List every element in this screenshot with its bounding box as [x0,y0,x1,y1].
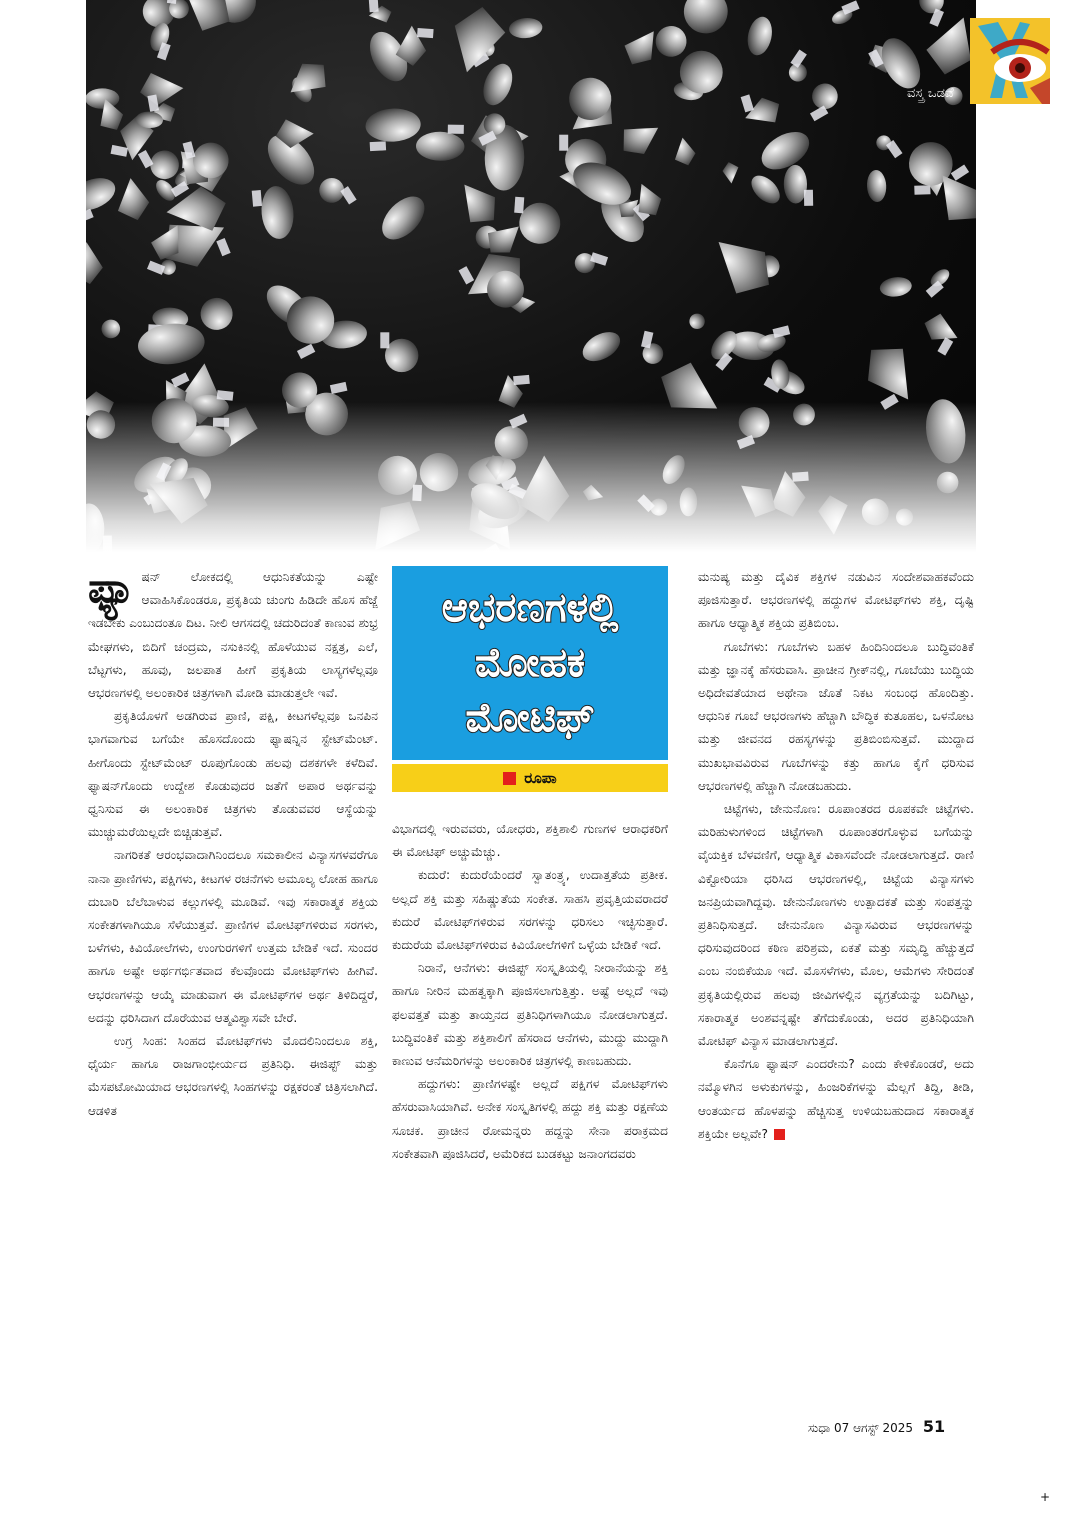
author-name: ರೂಪಾ [524,769,557,787]
paragraph-final: ಕೊನೆಗೂ ಫ್ಯಾಷನ್ ಎಂದರೇನು? ಎಂದು ಕೇಳಿಕೊಂಡರೆ, ಅದು ನಮ್ಮೊಳಗಿನ ಅಳುಕುಗಳನ್ನು, ಹಿಂಜರಿಕೆಗಳನ್ನು ಮೆಲ್ಲಗೆ ತಿದ್ದಿ, ತೀಡಿ, ಆಂತರ್ಯದ ಹೊಳಪನ್ನು ಹೆಚ್ಚಿಸುತ್ತ ಉಳಿಯಬಹುದಾದ ಸಕಾರಾತ್ಮಕ ಶಕ್ತಿಯೇ ಅಲ್ಲವೇ? [698,1057,974,1141]
paragraph-intro: ಫ್ಯಾ ಷನ್ ಲೋಕದಲ್ಲಿ ಆಧುನಿಕತೆಯನ್ನು ಎಷ್ಟೇ ಆವಾಹಿಸಿಕೊಂಡರೂ, ಪ್ರಕೃತಿಯ ಚುಂಗು ಹಿಡಿದೇ ಹೊಸ ಹೆಜ್ಜೆ ಇಡಬೇಕು ಎಂಬುದಂತೂ ದಿಟ. ನೀಲಿ ಆಗಸದಲ್ಲಿ ಚದುರಿದಂತೆ ಕಾಣುವ ಶುಭ್ರ ಮೇಘಗಳು, ಬಿದಿಗೆ ಚಂದ್ರಮ, ನಸುಕಿನಲ್ಲಿ ಹೊಳೆಯುವ ನಕ್ಷತ್ರ, ಎಲೆ, ಬೆಟ್ಟಗಳು, ಹೂವು, ಜಲಪಾತ ಹೀಗೆ ಪ್ರಕೃತಿಯ ಲಾಸ್ಯಗಳೆಲ್ಲವೂ ಆಭರಣಗಳಲ್ಲಿ ಅಲಂಕಾರಿಕ ಚಿತ್ರಗಳಾಗಿ ಮೋಡಿ ಮಾಡುತ್ತಲೇ ಇವೆ. [88,566,378,701]
end-mark-icon [774,1129,785,1140]
headline-box [392,566,668,760]
paragraph: ಮನುಷ್ಯ ಮತ್ತು ದೈವಿಕ ಶಕ್ತಿಗಳ ನಡುವಿನ ಸಂದೇಶವಾಹಕವೆಂದು ಪೂಜಿಸುತ್ತಾರೆ. ಆಭರಣಗಳಲ್ಲಿ ಹದ್ದುಗಳ ಮೋಟಿಫ್‌ಗಳು ಶಕ್ತಿ, ದೃಷ್ಟಿ ಹಾಗೂ ಆಧ್ಯಾತ್ಮಿಕ ಶಕ್ತಿಯ ಪ್ರತಿಬಿಂಬ. [698,570,974,631]
paragraph: ಚಿಟ್ಟೆಗಳು, ಜೇನುನೊಣ: ರೂಪಾಂತರದ ರೂಪಕವೇ ಚಿಟ್ಟೆಗಳು. ಮರಿಹುಳುಗಳಿಂದ ಚಿಟ್ಟೆಗಳಾಗಿ ರೂಪಾಂತರಗೊಳ್ಳುವ ಬಗೆಯನ್ನು ವೈಯಕ್ತಿಕ ಬೆಳವಣಿಗೆ, ಆಧ್ಯಾತ್ಮಿಕ ವಿಕಾಸವೆಂದೇ ನೋಡಲಾಗುತ್ತದೆ. ರಾಣಿ ವಿಕ್ಟೋರಿಯಾ ಧರಿಸಿದ ಆಭರಣಗಳಲ್ಲಿ, ಚಿಟ್ಟೆಯ ವಿನ್ಯಾಸಗಳು ಜನಪ್ರಿಯವಾಗಿದ್ದವು. ಜೇನುನೊಣಗಳು ಉತ್ಪಾದಕತೆ ಮತ್ತು ಸಂಪತ್ತನ್ನು ಪ್ರತಿನಿಧಿಸುತ್ತದೆ. ಜೇನುನೊಣ ವಿನ್ಯಾಸವಿರುವ ಆಭರಣಗಳನ್ನು ಧರಿಸುವುದರಿಂದ ಕಠಿಣ ಪರಿಶ್ರಮ, ಏಕತೆ ಮತ್ತು ಸಮೃದ್ಧಿ ಹೆಚ್ಚುತ್ತದೆ ಎಂಬ ನಂಬಿಕೆಯೂ ಇದೆ. ಮೊಸಳೆಗಳು, ಮೊಲ, ಆಮೆಗಳು ಸೇರಿದಂತೆ ಪ್ರಕೃತಿಯಲ್ಲಿರುವ ಹಲವು ಜೀವಿಗಳಲ್ಲಿನ ವ್ಯಗ್ರತೆಯನ್ನು ಬದಿಗಿಟ್ಟು, ಸಕಾರಾತ್ಮಕ ಅಂಶವನ್ನಷ್ಟೇ ತೆಗೆದುಕೊಂಡು, ಅದರ ಪ್ರತಿನಿಧಿಯಾಗಿ ಮೋಟಿಫ್ ವಿನ್ಯಾಸ ಮಾಡಲಾಗುತ್ತದೆ. [698,802,974,1049]
paragraph: ಹದ್ದುಗಳು: ಪ್ರಾಣಿಗಳಷ್ಟೇ ಅಲ್ಲದೆ ಪಕ್ಷಿಗಳ ಮೋಟಿಫ್‌ಗಳು ಹೆಸರುವಾಸಿಯಾಗಿವೆ. ಅನೇಕ ಸಂಸ್ಕೃತಿಗಳಲ್ಲಿ ಹದ್ದು ಶಕ್ತಿ ಮತ್ತು ರಕ್ಷಣೆಯ ಸೂಚಕ. ಪ್ರಾಚೀನ ರೋಮನ್ನರು ಹದ್ದನ್ನು ಸೇನಾ ಪರಾಕ್ರಮದ ಸಂಕೇತವಾಗಿ ಪೂಜಿಸಿದರೆ, ಅಮೆರಿಕದ ಬುಡಕಟ್ಟು ಜನಾಂಗದವರು [392,1077,668,1161]
paragraph: ನಿರಾನೆ, ಆನೆಗಳು: ಈಜಿಪ್ಟ್ ಸಂಸ್ಕೃತಿಯಲ್ಲಿ ನೀರಾನೆಯನ್ನು ಶಕ್ತಿ ಹಾಗೂ ನೀರಿನ ಮಹತ್ವಕ್ಕಾಗಿ ಪೂಜಿಸಲಾಗುತ್ತಿತ್ತು. ಅಷ್ಟೆ ಅಲ್ಲದೆ ಇವು ಫಲವತ್ತತೆ ಮತ್ತು ತಾಯ್ತನದ ಪ್ರತಿನಿಧಿಗಳಾಗಿಯೂ ನೋಡಲಾಗುತ್ತದೆ. ಬುದ್ಧಿವಂತಿಕೆ ಮತ್ತು ಶಕ್ತಿಶಾಲಿಗೆ ಹೆಸರಾದ ಆನೆಗಳು, ಮುದ್ದು ಮುದ್ದಾಗಿ ಕಾಣುವ ಆನೆಮರಿಗಳನ್ನು ಅಲಂಕಾರಿಕ ಚಿತ್ರಗಳಲ್ಲಿ ಕಾಣಬಹುದು. [392,961,668,1069]
paragraph: ಗೂಬೆಗಳು: ಗೂಬೆಗಳು ಬಹಳ ಹಿಂದಿನಿಂದಲೂ ಬುದ್ಧಿವಂತಿಕೆ ಮತ್ತು ಜ್ಞಾನಕ್ಕೆ ಹೆಸರುವಾಸಿ. ಪ್ರಾಚೀನ ಗ್ರೀಕ್‌ನಲ್ಲಿ, ಗೂಬೆಯು ಬುದ್ಧಿಯ ಅಧಿದೇವತೆಯಾದ ಅಥೇನಾ ಜೊತೆ ನಿಕಟ ಸಂಬಂಧ ಹೊಂದಿತ್ತು. ಆಧುನಿಕ ಗೂಬೆ ಆಭರಣಗಳು ಹೆಚ್ಚಾಗಿ ಬೌದ್ಧಿಕ ಕುತೂಹಲ, ಒಳನೋಟ ಮತ್ತು ಜೀವನದ ರಹಸ್ಯಗಳನ್ನು ಪ್ರತಿಬಿಂಬಿಸುತ್ತವೆ. ಮುದ್ದಾದ ಮುಖಭಾವವಿರುವ ಗೂಬೆಗಳನ್ನು ಕತ್ತು ಹಾಗೂ ಕೈಗೆ ಧರಿಸುವ ಆಭರಣಗಳಲ್ಲಿ ಹೆಚ್ಚಾಗಿ ನೋಡಬಹುದು. [698,639,974,793]
crop-mark: + [1040,1490,1051,1504]
page-footer [808,1417,945,1436]
byline [392,764,668,792]
jewelry-photo [86,0,976,552]
paragraph: ವಿಭಾಗದಲ್ಲಿ ಇರುವವರು, ಯೋಧರು, ಶಕ್ತಿಶಾಲಿ ಗುಣಗಳ ಆರಾಧಕರಿಗೆ ಈ ಮೋಟಿಫ್ ಅಚ್ಚುಮೆಚ್ಚು. [392,822,668,860]
section-logo [970,18,1050,104]
drop-cap: ಫ್ಯಾ [88,566,136,612]
eye-logo-icon [970,18,1050,104]
paragraph: ನಾಗರಿಕತೆ ಆರಂಭವಾದಾಗಿನಿಂದಲೂ ಸಮಕಾಲೀನ ವಿನ್ಯಾಸಗಳವರೆಗೂ ನಾನಾ ಪ್ರಾಣಿಗಳು, ಪಕ್ಷಿಗಳು, ಕೀಟಗಳ ರಚನೆಗಳು ಅಮೂಲ್ಯ ಲೋಹ ಹಾಗೂ ದುಬಾರಿ ಬೆಲೆಬಾಳುವ ಕಲ್ಲುಗಳಲ್ಲಿ ಮೂಡಿವೆ. ಇವು ಸಕಾರಾತ್ಮಕ ಶಕ್ತಿಯ ಸಂಕೇತಗಳಾಗಿಯೂ ಸೆಳೆಯುತ್ತವೆ. ಪ್ರಾಣಿಗಳ ಮೋಟಿಫ್‌ಗಳಿರುವ ಸರಗಳು, ಬಳೆಗಳು, ಕಿವಿಯೋಲೆಗಳು, ಉಂಗುರಗಳಿಗೆ ಉತ್ತಮ ಬೇಡಿಕೆ ಇದೆ. ಸುಂದರ ಹಾಗೂ ಅಷ್ಟೇ ಅರ್ಥಗರ್ಭಿತವಾದ ಕೆಲವೊಂದು ಮೋಟಿಫ್‌ಗಳು ಹೀಗಿವೆ. ಆಭರಣಗಳನ್ನು ಆಯ್ಕೆ ಮಾಡುವಾಗ ಈ ಮೋಟಿಫ್‌ಗಳ ಅರ್ಥ ತಿಳಿದಿದ್ದರೆ, ಅದನ್ನು ಧರಿಸಿದಾಗ ದೊರೆಯುವ ಆತ್ಮವಿಶ್ವಾಸವೇ ಬೇರೆ. [88,848,378,1025]
paragraph: ಉಗ್ರ ಸಿಂಹ: ಸಿಂಹದ ಮೋಟಿಫ್‌ಗಳು ಮೊದಲಿನಿಂದಲೂ ಶಕ್ತಿ, ಧೈರ್ಯ ಹಾಗೂ ರಾಜಗಾಂಭೀರ್ಯದ ಪ್ರತಿನಿಧಿ. ಈಜಿಪ್ಟ್ ಮತ್ತು ಮೆಸಪಟೋಮಿಯಾದ ಆಭರಣಗಳಲ್ಲಿ ಸಿಂಹಗಳನ್ನು ರಕ್ಷಕರಂತೆ ಚಿತ್ರಿಸಲಾಗಿದೆ. ಆಡಳಿತ [88,1034,378,1118]
column-3 [698,566,974,1406]
section-label: ವಸ್ತ್ರ ಒಡವೆ [907,86,954,101]
issue-date: 07 ಆಗಸ್ಟ್ 2025 [834,1421,913,1435]
headline: ಆಭರಣಗಳಲ್ಲಿ ಮೋಹಕ ಮೋಟಿಫ್ [441,584,619,741]
paragraph: ಕುದುರೆ: ಕುದುರೆಯೆಂದರೆ ಸ್ವಾತಂತ್ರ್ಯ, ಉದಾತ್ತತೆಯ ಪ್ರತೀಕ. ಅಲ್ಲದೆ ಶಕ್ತಿ ಮತ್ತು ಸಹಿಷ್ಣುತೆಯ ಸಂಕೇತ. ಸಾಹಸಿ ಪ್ರವೃತ್ತಿಯವರಾದರೆ ಕುದುರೆ ಮೋಟಿಫ್‌ಗಳಿರುವ ಸರಗಳನ್ನು ಧರಿಸಲು ಇಚ್ಛಿಸುತ್ತಾರೆ. ಕುದುರೆಯ ಮೋಟಿಫ್‌ಗಳಿರುವ ಕಿವಿಯೋಲೆಗಳಿಗೆ ಒಳ್ಳೆಯ ಬೇಡಿಕೆ ಇದೆ. [392,868,668,953]
red-square-icon [503,772,516,785]
page-number: 51 [922,1417,946,1436]
column-1 [88,566,378,1406]
paragraph: ಪ್ರಕೃತಿಯೊಳಗೆ ಅಡಗಿರುವ ಪ್ರಾಣಿ, ಪಕ್ಷಿ, ಕೀಟಗಳೆಲ್ಲವೂ ಒನಪಿನ ಭಾಗವಾಗುವ ಬಗೆಯೇ ಹೊಸದೊಂದು ಫ್ಯಾಷನ್ನಿನ ಸ್ಟೇಟ್‌ಮೆಂಟ್. ಹೀಗೊಂದು ಸ್ಟೇಟ್‌ಮೆಂಟ್ ರೂಪುಗೊಂಡು ಹಲವು ದಶಕಗಳೇ ಕಳೆದಿವೆ. ಫ್ಯಾಷನ್‌ಗೊಂದು ಉದ್ದೇಶ ಕೊಡುವುದರ ಜತೆಗೆ ಅಪಾರ ಅರ್ಥವನ್ನು ಧ್ವನಿಸುವ ಈ ಅಲಂಕಾರಿಕ ಚಿತ್ರಗಳು ತೊಡುವವರ ಆಸ್ಥೆಯನ್ನು ಮುಚ್ಚುಮರೆಯಿಲ್ಲದೇ ಬಿಚ್ಚಿಡುತ್ತವೆ. [88,709,378,840]
magazine-name: ಸುಧಾ [808,1421,831,1435]
column-2 [392,818,668,1406]
